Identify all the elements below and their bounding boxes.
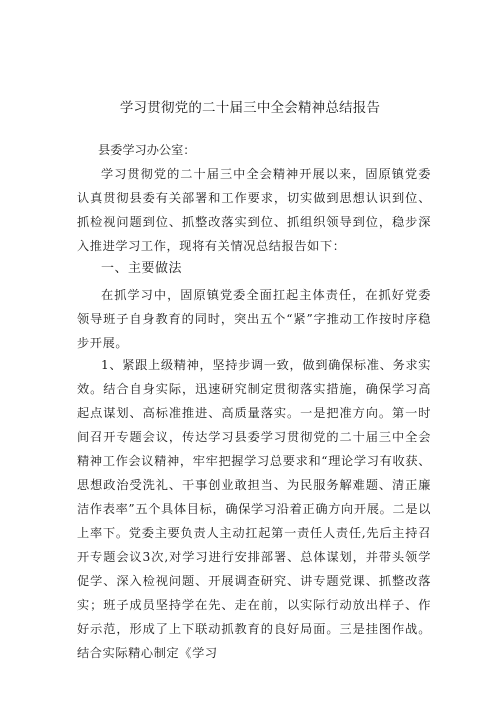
intro-paragraph <box>77 162 431 258</box>
document-title: 学习贯彻党的二十届三中全会精神总结报告 <box>119 100 381 116</box>
section-heading-main-practices: 一、主要做法 <box>101 261 183 276</box>
intro-paragraph-text: 学习贯彻党的二十届三中全会精神开展以来，固原镇党委认真贯彻县委有关部署和工作要求，切实做到思想认识到位、抓检视问题到位、抓整改落实到位、抓组织领导到位，稳步深入推进学习工作，现将有关情况总结报告如下： <box>77 167 431 253</box>
salutation: 县委学习办公室： <box>98 143 196 157</box>
item-paragraph-1-text: 1、紧跟上级精神，坚持步调一致，做到确保标准、务求实效。结合自身实际，迅速研究制定贯彻落实措施，确保学习高起点谋划、高标准推进、高质量落实。一是把准方向。第一时间召开专题会议，传达学习县委学习贯彻党的二十届三中全会精神工作会议精神，牢牢把握学习总要求和“理论学习有收获、思想政治受洗礼、干事创业敢担当、为民服务解难题、清正廉洁作表率”五个具体目标，确保学习沿着正确方向开展。二是以上率下。党委主要负责人主动扛起第一责任人责任,先后主持召开专题会议3次,对学习进行安排部署、总体谋划，并带头领学促学、深入检视问题、开展调查研究、讲专题党课、抓整改落实；班子成员坚持学在先、走在前，以实际行动放出样子、作好示范，形成了上下联动抓教育的良好局面。三是挂图作战。结合实际精心制定《学习 <box>77 358 431 660</box>
section-paragraph-text: 在抓学习中，固原镇党委全面扛起主体责任，在抓好党委领导班子自身教育的同时，突出五个“紧”字推动工作按时序稳步开展。 <box>77 288 431 350</box>
item-paragraph-1 <box>77 353 431 665</box>
section-paragraph <box>77 283 431 355</box>
